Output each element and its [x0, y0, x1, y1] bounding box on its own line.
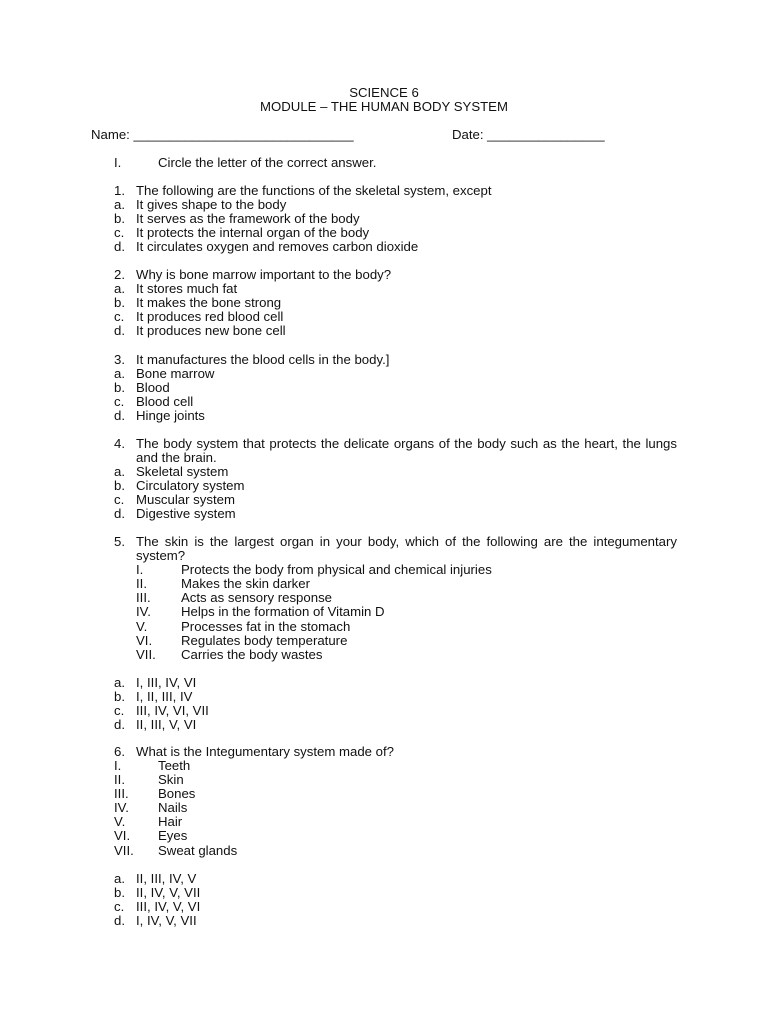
option-letter: c. [114, 492, 125, 508]
option-text: Muscular system [136, 492, 235, 508]
option-letter: d. [114, 913, 125, 929]
question-3 [114, 353, 677, 423]
option-letter: b. [114, 478, 125, 494]
statement-text: Regulates body temperature [181, 632, 348, 648]
question-number: 2. [114, 267, 125, 282]
statement-text: Sweat glands [158, 842, 238, 858]
statement [114, 815, 514, 829]
question-text: What is the Integumentary system made of? [136, 744, 395, 759]
option-text: III, IV, V, VI [136, 899, 201, 915]
statement-text: Helps in the formation of Vitamin D [181, 604, 385, 620]
option-letter: c. [114, 394, 125, 410]
option-letter: d. [114, 239, 125, 255]
option-b [114, 886, 677, 900]
question-6-statement-list [114, 759, 514, 858]
option-text: Circulatory system [136, 478, 245, 494]
option-d [114, 718, 677, 732]
statement-text: Eyes [158, 828, 188, 844]
option-d [114, 409, 677, 423]
question-text: Why is bone marrow important to the body? [136, 267, 392, 282]
option-d [114, 507, 677, 521]
option-text: III, IV, VI, VII [136, 703, 209, 719]
question-number: 1. [114, 183, 125, 198]
statement-text: Protects the body from physical and chemical injuries [181, 562, 492, 578]
option-letter: a. [114, 871, 125, 886]
statement-text: Acts as sensory response [181, 590, 332, 606]
option-letter: b. [114, 885, 125, 901]
option-text: It gives shape to the body [136, 197, 287, 213]
option-d [114, 914, 677, 928]
name-field-label: Name: ______________________________ [91, 127, 354, 142]
option-letter: d. [114, 408, 125, 424]
option-b [114, 381, 677, 395]
option-letter: b. [114, 380, 125, 396]
question-text: The body system that protects the delicate organs of the body such as the heart, the lungs and the brain. [136, 436, 677, 466]
statement-text: Processes fat in the stomach [181, 618, 351, 634]
option-c [114, 493, 677, 507]
option-text: I, II, III, IV [136, 689, 193, 705]
option-letter: b. [114, 295, 125, 311]
question-6-options [114, 872, 677, 928]
option-b [114, 479, 677, 493]
statement [114, 844, 514, 858]
document-subtitle: MODULE – THE HUMAN BODY SYSTEM [260, 99, 508, 114]
statement [114, 759, 514, 773]
option-letter: a. [114, 281, 125, 297]
option-text: It stores much fat [136, 281, 238, 297]
statement [114, 829, 514, 843]
statement [136, 605, 677, 619]
option-b [114, 212, 677, 226]
option-letter: a. [114, 197, 125, 213]
option-letter: d. [114, 717, 125, 733]
option-letter: c. [114, 703, 125, 719]
question-text: The following are the functions of the skeletal system, except [136, 183, 492, 198]
option-letter: c. [114, 309, 125, 325]
question-number: 5. [114, 534, 125, 549]
option-letter: b. [114, 689, 125, 705]
option-text: Blood cell [136, 394, 194, 410]
statement-text: Makes the skin darker [181, 576, 310, 592]
option-b [114, 690, 677, 704]
statement [114, 801, 514, 815]
question-2 [114, 268, 677, 338]
option-c [114, 226, 677, 240]
statement [136, 563, 677, 577]
option-text: It circulates oxygen and removes carbon dioxide [136, 239, 419, 255]
statement-numeral: III. [136, 590, 151, 606]
option-c [114, 395, 677, 409]
option-text: Hinge joints [136, 408, 205, 424]
option-c [114, 704, 677, 718]
option-a [114, 676, 677, 690]
question-4 [114, 437, 677, 522]
question-number: 6. [114, 744, 125, 759]
option-d [114, 324, 677, 338]
option-a [114, 367, 677, 381]
option-text: II, IV, V, VII [136, 885, 201, 901]
option-letter: c. [114, 899, 125, 915]
statement-numeral: VI. [114, 828, 131, 844]
instruction-number: I. [114, 155, 122, 170]
statement-numeral: V. [114, 814, 126, 830]
document-title: SCIENCE 6 [349, 85, 419, 100]
question-text: It manufactures the blood cells in the body.] [136, 352, 390, 367]
question-text: The skin is the largest organ in your body, which of the following are the integumentary system? [136, 534, 677, 564]
instruction-text: Circle the letter of the correct answer. [158, 155, 377, 170]
statement [136, 648, 677, 662]
option-text: It serves as the framework of the body [136, 211, 360, 227]
statement [114, 773, 514, 787]
option-text: It protects the internal organ of the body [136, 225, 370, 241]
question-1 [114, 184, 677, 254]
statement-numeral: II. [136, 576, 147, 592]
statement [136, 577, 677, 591]
option-letter: a. [114, 366, 125, 382]
option-b [114, 296, 677, 310]
statement-numeral: IV. [136, 604, 151, 620]
statement-numeral: I. [114, 758, 122, 773]
option-a [114, 282, 677, 296]
option-c [114, 900, 677, 914]
option-letter: b. [114, 211, 125, 227]
option-text: Skeletal system [136, 464, 229, 480]
option-text: It makes the bone strong [136, 295, 282, 311]
option-letter: a. [114, 464, 125, 480]
option-text: I, IV, V, VII [136, 913, 197, 929]
option-letter: c. [114, 225, 125, 241]
question-number: 4. [114, 436, 125, 451]
statement-numeral: III. [114, 786, 129, 802]
statement-numeral: V. [136, 618, 148, 634]
option-letter: a. [114, 674, 125, 690]
statement-list [136, 563, 677, 662]
statement-numeral: VI. [136, 632, 153, 648]
option-text: II, III, IV, V [136, 871, 197, 886]
statement-numeral: VII. [136, 646, 156, 662]
option-text: II, III, V, VI [136, 717, 197, 733]
option-text: Blood [136, 380, 170, 396]
option-text: I, III, IV, VI [136, 674, 197, 690]
statement-numeral: II. [114, 772, 125, 788]
option-letter: d. [114, 506, 125, 522]
option-a [114, 872, 677, 886]
option-text: It produces red blood cell [136, 309, 284, 325]
statement-text: Bones [158, 786, 196, 802]
option-a [114, 465, 677, 479]
question-number: 3. [114, 352, 125, 367]
option-text: Bone marrow [136, 366, 215, 382]
statement [136, 591, 677, 605]
statement-numeral: VII. [114, 842, 134, 858]
statement-text: Hair [158, 814, 183, 830]
statement [114, 787, 514, 801]
statement-text: Teeth [158, 758, 191, 773]
statement [136, 634, 677, 648]
question-6 [114, 745, 677, 759]
question-5 [114, 535, 677, 732]
date-field-label: Date: ________________ [452, 127, 605, 142]
option-text: Digestive system [136, 506, 236, 522]
statement-text: Skin [158, 772, 184, 788]
statement [136, 620, 677, 634]
option-letter: d. [114, 323, 125, 339]
statement-numeral: I. [136, 562, 144, 578]
option-a [114, 198, 677, 212]
statement-text: Nails [158, 800, 188, 816]
option-c [114, 310, 677, 324]
statement-numeral: IV. [114, 800, 129, 816]
statement-text: Carries the body wastes [181, 646, 323, 662]
option-text: It produces new bone cell [136, 323, 286, 339]
option-d [114, 240, 677, 254]
